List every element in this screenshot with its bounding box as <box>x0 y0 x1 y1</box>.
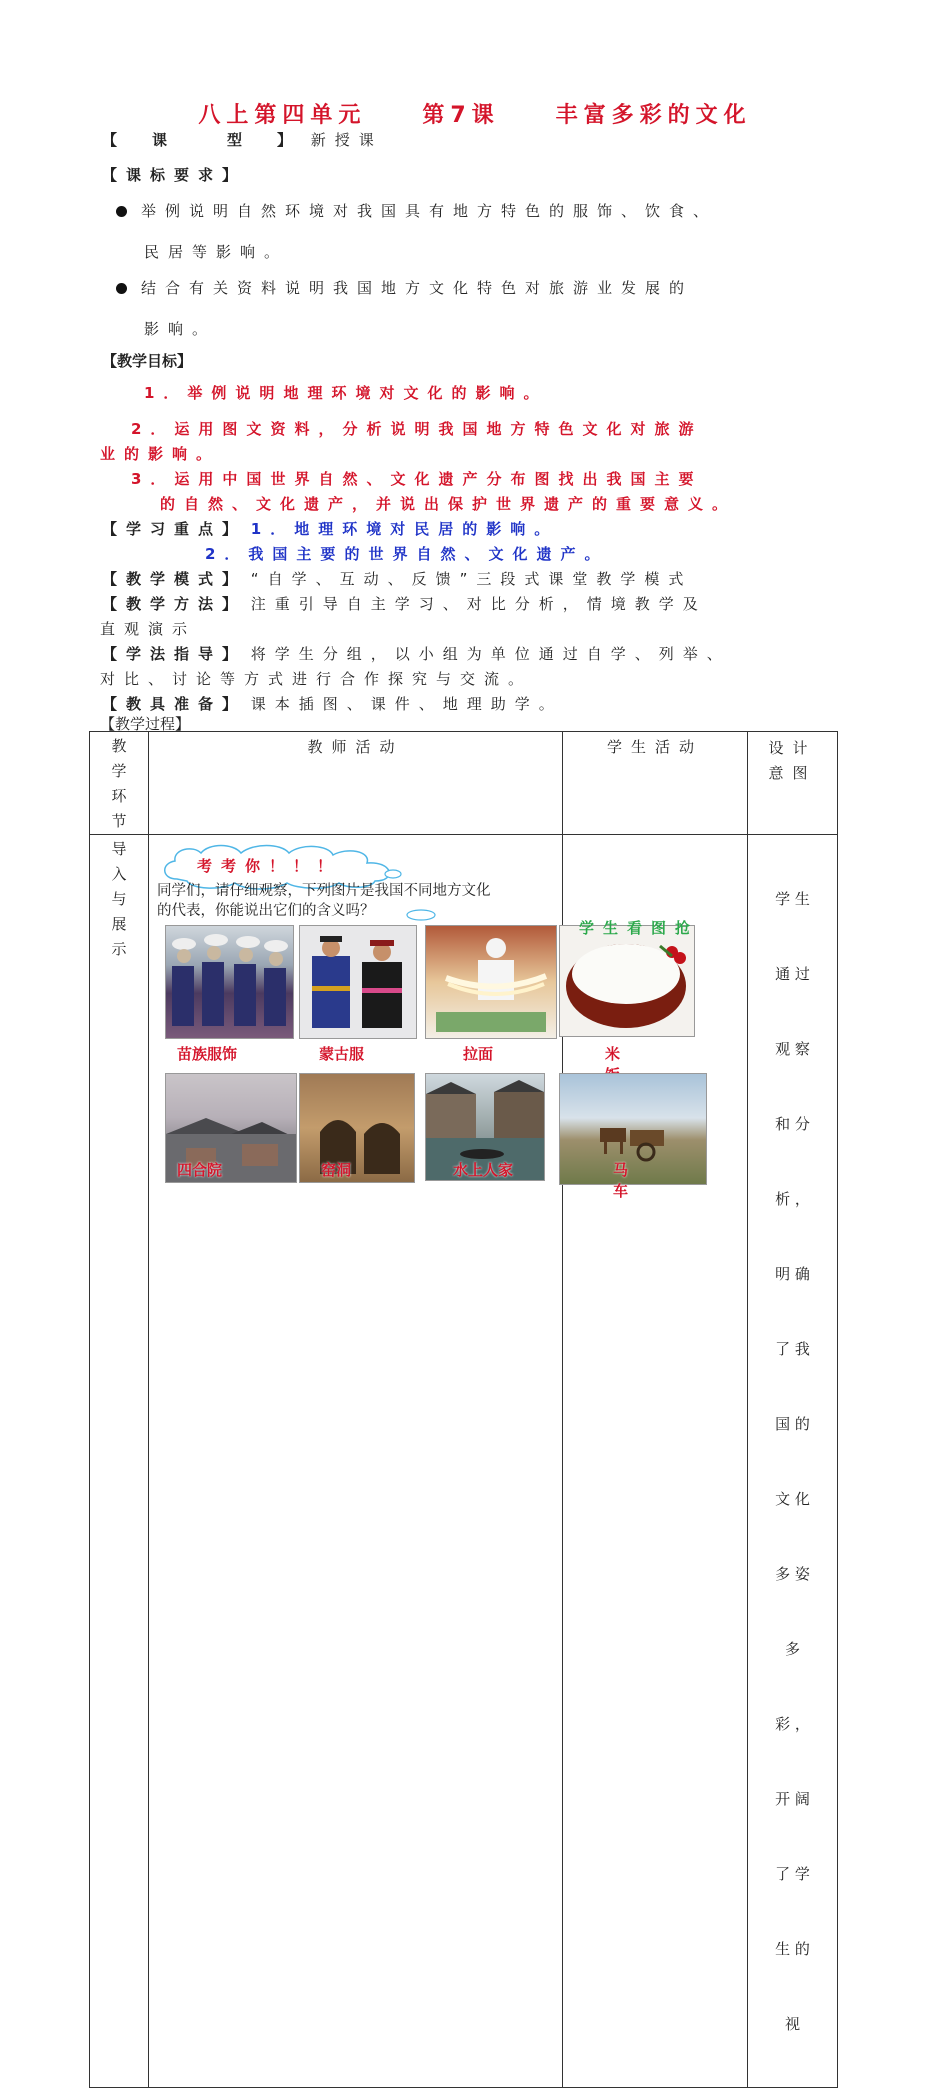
row-stage-char: 与 <box>111 890 127 908</box>
header-stage-char: 环 <box>111 787 127 805</box>
design-line: 多 <box>784 1640 800 1658</box>
teaching-mode-label: 【教学模式】 <box>102 570 247 588</box>
study-guide-value: 将学生分组，以小组为单位通过自学、列举、 <box>250 645 731 663</box>
row-teacher-activity <box>149 835 629 2088</box>
table-row <box>90 835 838 2088</box>
caption-yaodong: 窑洞 <box>321 1161 352 1179</box>
study-guide-label: 【学法指导】 <box>102 645 247 663</box>
process-table <box>89 731 838 2088</box>
design-line: 学 生 <box>775 890 810 908</box>
design-line: 通 过 <box>775 965 810 983</box>
header-stage-char: 学 <box>111 762 127 780</box>
teaching-tools-label: 【教具准备】 <box>102 695 247 713</box>
teaching-mode <box>102 568 692 589</box>
row-stage-char: 示 <box>111 940 127 958</box>
key-points <box>102 518 558 539</box>
small-bubble-icon <box>403 907 439 923</box>
table-header-row <box>90 732 838 835</box>
row-stage <box>90 835 149 2088</box>
bullet-icon <box>116 206 127 217</box>
teaching-method-value: 注重引导自主学习、对比分析，情境教学及 <box>250 595 707 613</box>
objective-1: 1．举例说明地理环境对文化的影响。 <box>144 384 548 402</box>
teaching-method-value-2: 直观演示 <box>100 620 197 638</box>
design-line: 和 分 <box>775 1115 810 1133</box>
miao-costume-photo <box>165 925 294 1039</box>
row-design-intent <box>748 835 838 2088</box>
header-stage-char: 节 <box>111 812 127 830</box>
design-line: 了 我 <box>775 1340 810 1358</box>
design-line: 国 的 <box>775 1415 810 1433</box>
lamian-photo <box>425 925 557 1039</box>
objective-3b: 的自然、文化遗产，并说出保护世界遗产的重要意义。 <box>160 495 737 513</box>
curriculum-item-2 <box>116 277 693 298</box>
objectives-label: 【教学目标】 <box>102 352 193 370</box>
header-stage-char: 教 <box>111 737 127 755</box>
design-line: 了 学 <box>775 1865 810 1883</box>
header-teacher-label: 教师活动 <box>307 738 404 756</box>
mongolian-robe-photo <box>299 925 417 1039</box>
teaching-tools <box>102 693 563 714</box>
key-points-label: 【学习重点】 <box>102 520 247 538</box>
objective-2b: 业的影响。 <box>100 445 221 463</box>
bullet-icon <box>116 283 127 294</box>
header-student-label: 学生活动 <box>606 738 703 756</box>
design-line: 生 的 <box>775 1940 810 1958</box>
teaching-tools-value: 课本插图、课件、地理助学。 <box>250 695 563 713</box>
curriculum-item-1 <box>116 200 717 221</box>
lesson-type <box>102 129 383 150</box>
curriculum-label: 【课标要求】 <box>102 166 247 184</box>
design-line: 彩 ， <box>775 1715 810 1733</box>
objective-3a: 3．运用中国世界自然、文化遗产分布图找出我国主要 <box>131 470 703 488</box>
teaching-mode-value: “自学、互动、反馈”三段式课堂教学模式 <box>250 570 693 588</box>
caption-horse-cart: 马车 <box>613 1161 629 1200</box>
row-student-activity <box>563 835 748 2088</box>
teaching-method-label: 【教学方法】 <box>102 595 247 613</box>
objective-2a: 2．运用图文资料，分析说明我国地方特色文化对旅游 <box>131 420 703 438</box>
teaching-method <box>102 593 707 614</box>
caption-siheyuan: 四合院 <box>177 1161 223 1179</box>
student-activity-text: 学生看图抢 <box>579 919 700 937</box>
curriculum-item-2-line1: 结合有关资料说明我国地方文化特色对旅游业发展的 <box>141 279 694 297</box>
bubble-text: 考考你！！！ <box>197 857 342 875</box>
curriculum-item-1-line2: 民居等影响。 <box>144 243 289 261</box>
header-design-label: 设计 <box>768 739 817 757</box>
caption-water-village: 水上人家 <box>453 1161 514 1179</box>
key-point-1: 1．地理环境对民居的影响。 <box>250 520 559 538</box>
design-line: 明 确 <box>775 1265 810 1283</box>
caption-lamian: 拉面 <box>463 1045 494 1063</box>
caption-miao-costume: 苗族服饰 <box>177 1045 238 1063</box>
row-stage-char: 入 <box>111 865 127 883</box>
row-stage-char: 展 <box>111 915 127 933</box>
page-title: 八上第四单元 第7课 丰富多彩的文化 <box>198 103 752 128</box>
study-guide-value-2: 对比、讨论等方式进行合作探究与交流。 <box>100 670 533 688</box>
lesson-type-label: 【 课 型 】 <box>102 131 303 149</box>
design-line: 观 察 <box>775 1040 810 1058</box>
design-line: 多 姿 <box>775 1565 810 1583</box>
header-teacher <box>149 732 563 835</box>
key-point-2: 2．我国主要的世界自然、文化遗产。 <box>205 545 609 563</box>
process-label: 【教学过程】 <box>100 715 191 733</box>
header-design-label: 意图 <box>768 764 817 782</box>
design-line: 文 化 <box>775 1490 810 1508</box>
curriculum-item-2-line2: 影响。 <box>144 320 217 338</box>
prompt-line-2: 的代表，你能说出它们的含义吗？ <box>157 903 375 919</box>
curriculum-item-1-line1: 举例说明自然环境对我国具有地方特色的服饰、饮食、 <box>141 202 718 220</box>
design-line: 开 阔 <box>775 1790 810 1808</box>
caption-mongolian-robe: 蒙古服 <box>319 1045 365 1063</box>
prompt-line-1: 同学们，请仔细观察，下列图片是我国不同地方文化 <box>157 883 491 899</box>
lesson-type-value: 新授课 <box>310 131 383 149</box>
row-stage-char: 导 <box>111 840 127 858</box>
study-guide <box>102 643 731 664</box>
design-line: 析 ， <box>775 1190 810 1208</box>
design-line: 视 <box>784 2015 800 2033</box>
yaodong-photo <box>299 1073 415 1183</box>
header-student <box>563 732 748 835</box>
header-design <box>748 732 838 835</box>
header-stage <box>90 732 149 835</box>
caption-rice: 米 <box>605 1045 621 1063</box>
